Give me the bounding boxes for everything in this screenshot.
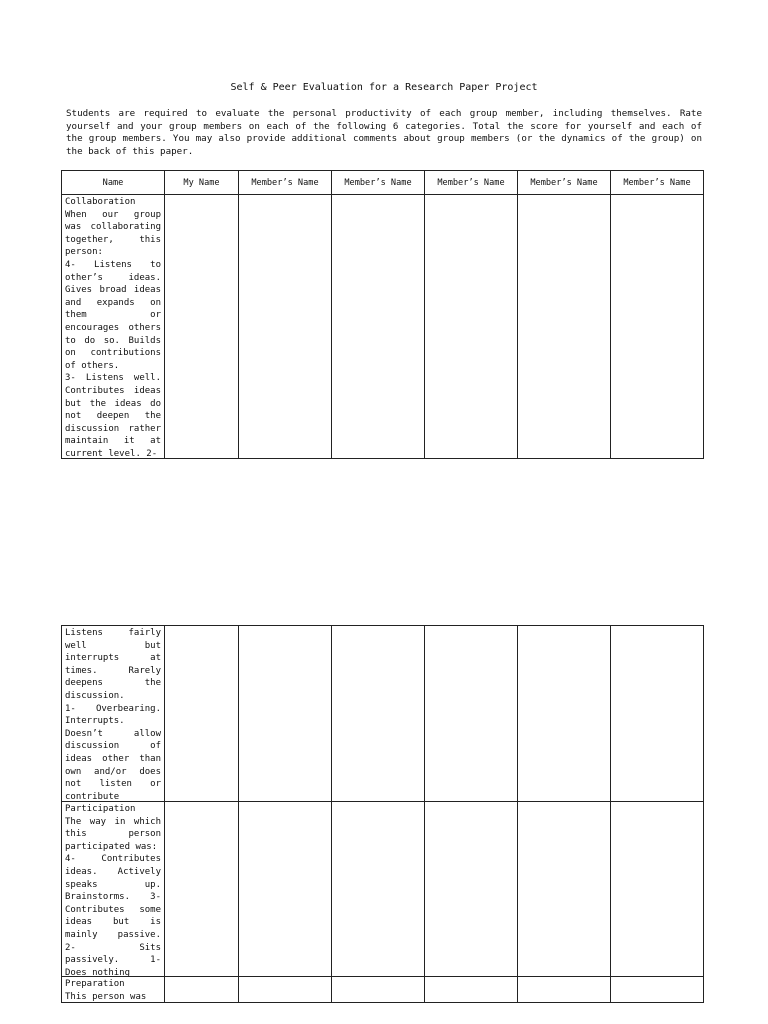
page-title: Self & Peer Evaluation for a Research Paper Project bbox=[230, 82, 538, 93]
criteria-cell-collaboration bbox=[62, 195, 165, 459]
score-cell[interactable] bbox=[425, 802, 518, 977]
score-cell[interactable] bbox=[425, 195, 518, 459]
score-cell[interactable] bbox=[165, 802, 239, 977]
score-cell[interactable] bbox=[165, 195, 239, 459]
criteria-text: Listens fairly well but interrupts at times. Rarely deepens the discussion. 1- Overbearing. Interrupts. Doesn’t allow discussion of ideas other than own and/or does not listen or contribute bbox=[65, 628, 161, 801]
score-cell[interactable] bbox=[332, 977, 425, 1003]
header-name: Name bbox=[62, 171, 165, 195]
table-row bbox=[62, 977, 704, 1003]
criteria-text: Preparation This person was bbox=[65, 979, 147, 1002]
score-cell[interactable] bbox=[332, 802, 425, 977]
criteria-text: Participation The way in which this person participated was: 4- Contributes ideas. Actively speaks up. Brainstorms. 3- Contributes some ideas but is mainly passive. 2- Sits passively. 1- Does nothing bbox=[65, 804, 161, 976]
score-cell[interactable] bbox=[165, 626, 239, 802]
table-row bbox=[62, 802, 704, 977]
criteria-cell-participation bbox=[62, 802, 165, 977]
header-member-2: Member’s Name bbox=[332, 171, 425, 195]
score-cell[interactable] bbox=[611, 626, 704, 802]
score-cell[interactable] bbox=[518, 802, 611, 977]
score-cell[interactable] bbox=[518, 195, 611, 459]
score-cell[interactable] bbox=[611, 802, 704, 977]
header-row bbox=[62, 171, 704, 195]
score-cell[interactable] bbox=[425, 626, 518, 802]
criteria-text: Collaboration When our group was collaborating together, this person: 4- Listens to other’s ideas. Gives broad ideas and expands on them or encourages others to do so. Builds on contributions of others. 3- Listens well. Contributes ideas but the ideas do not deepen the discussion rather maintain it at current level. 2- bbox=[65, 197, 161, 458]
score-cell[interactable] bbox=[239, 626, 332, 802]
header-my-name: My Name bbox=[165, 171, 239, 195]
score-cell[interactable] bbox=[518, 977, 611, 1003]
score-cell[interactable] bbox=[239, 977, 332, 1003]
score-cell[interactable] bbox=[239, 195, 332, 459]
score-cell[interactable] bbox=[518, 626, 611, 802]
score-cell[interactable] bbox=[332, 195, 425, 459]
score-cell[interactable] bbox=[239, 802, 332, 977]
instructions-paragraph: Students are required to evaluate the personal productivity of each group member, including themselves. Rate yourself and your group members on each of the following 6 categories. Total the score for yourself and each of the group members. You may also provide additional comments about group members (or the dynamics of the group) on the back of this paper. bbox=[66, 108, 702, 157]
evaluation-table-page-1 bbox=[61, 170, 704, 459]
header-member-4: Member’s Name bbox=[518, 171, 611, 195]
table-row bbox=[62, 195, 704, 459]
score-cell[interactable] bbox=[425, 977, 518, 1003]
criteria-cell-collaboration-cont bbox=[62, 626, 165, 802]
header-member-1: Member’s Name bbox=[239, 171, 332, 195]
criteria-cell-preparation bbox=[62, 977, 165, 1003]
score-cell[interactable] bbox=[611, 195, 704, 459]
score-cell[interactable] bbox=[165, 977, 239, 1003]
evaluation-table-page-2 bbox=[61, 625, 704, 1003]
score-cell[interactable] bbox=[611, 977, 704, 1003]
table-row bbox=[62, 626, 704, 802]
header-member-3: Member’s Name bbox=[425, 171, 518, 195]
score-cell[interactable] bbox=[332, 626, 425, 802]
header-member-5: Member’s Name bbox=[611, 171, 704, 195]
